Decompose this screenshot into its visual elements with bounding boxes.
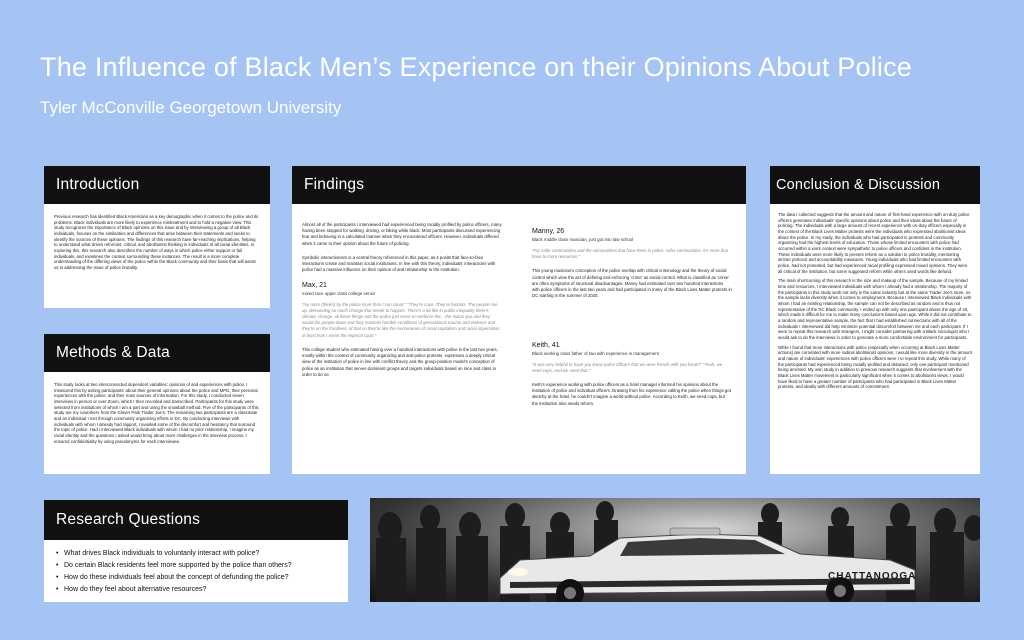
person-analysis: This young musician's conception of the police overlap with critical criminology and the theory of social control which view the act of defining and enforcing 'crime' as social control. What is classified as 'crime' are often symptoms of structural disadvantages. Manny had estimated over two hundred interactions with police officers in the last two years and had participated in many of the Black Lives Matter protests in DC starting in the summer of 2020. [532, 268, 732, 299]
person-analysis: This college student who estimated having over a hundred interactions with police in the last two years, mostly within the context of community organizing and anti-police protests, expresses a deeply critical view of the institution of police in line with conflict theory and the group-position model's conception of police as an institution that serves dominant groups and targets individuals based on race and class in order to do so. [302, 346, 498, 377]
methods-body: This study looks at two interconnected dependent variables: opinions of and experiences with police. I measured this by asking participants' about their general opinions about the police and MPD, their personal experiences with the police, and their main sources of information. For this study, I conducted seven interviews in person or over Zoom, which I then recorded and transcribed. Participants for this study were selected from institutions of which I am a part and using the snowball method. Five of the participants of this study are my coworkers from the Glover Park Trader Joe's. The remaining two participants are a classmate and an individual I met through community organizing efforts in DC. By conducting interviews with individuals with whom I already had rapport, I avoided some of the discomfort and hesitancy that surround the topic of police. Had I interviewed Black individuals with whom I had no prior relationship, I imagine my racial identity and the questions I asked would bring about more challenges in the interview process. I ensured confidentiality by using pseudonyms for each interviewee. [54, 382, 259, 444]
police-car-photo [370, 498, 980, 602]
person-name: Keith, 41 [532, 341, 560, 349]
findings-heading: Findings [292, 166, 746, 204]
list-item: • How do these individuals feel about the concept of defunding the police? [56, 572, 336, 584]
conclusion-paragraph: While I found that more interactions with police (especially when occurring at Black Lives Matter actions) are correlated with more radical abolitionist opinions, I would like more diversity in the amount and nature of individuals' experiences with police officers were I to repeat this study. While many of the participants had experienced being racially profiled and detained, only one participant mentioned being arrested. My own study in addition to previous research suggests that involvement with the Black Lives Matter movement is particularly significant when it comes to abolitionist views. I would have liked to have a greater number of participants who had participated in Black Lives Matter protests, and ideally with different amounts of commitment. [778, 344, 972, 390]
research-questions-heading: Research Questions [44, 500, 348, 540]
person-name: Max, 21 [302, 281, 327, 289]
list-item: • How do they feel about alternative resources? [56, 584, 336, 596]
findings-right-column [532, 222, 732, 415]
police-car-illustration [370, 498, 980, 602]
findings-intro: Almost all of the participants I interviewed had experienced being racially profiled by police officers, many having been stopped for walking, driving, or biking while black. Most participants discussed experiencing fear and behaving in a calculated manner when they encountered officers. However, individuals differed when it came to their opinion about the future of policing. [302, 222, 502, 246]
methods-panel [44, 334, 270, 474]
poster-subtitle: Tyler McConville Georgetown University [40, 98, 342, 117]
introduction-heading: Introduction [44, 166, 270, 204]
findings-panel [292, 166, 746, 474]
methods-heading: Methods & Data [44, 334, 270, 372]
list-item: • What drives Black individuals to voluntarily interact with police? [56, 548, 336, 560]
conclusion-panel [770, 166, 980, 474]
person-quote: "It was very helpful to have you know police officers that we were friends with you know?" "Yeah, we need cops. And we need that." [532, 361, 723, 373]
research-questions-list [44, 540, 348, 596]
conclusion-paragraph: The main shortcoming of this research is the size and makeup of the sample. Because of my limited time and resources, I interviewed individuals with whom I already had a relationship. The majority of the participants in this study work not only in the same industry but at the same Trader Joe's store, so the sample lacks diversity when it comes to employment. Because I interviewed Black individuals with whom I had an existing relationship, the sample can not be described as random and is thus not representative of the DC Black community. I ended up with only one participant above the age of 40, which made it difficult for me to make many conclusions based upon age. While it did not contribute to a random and representative sample, the fact that I had established connections with all of the individuals I interviewed did help minimize potential discomfort between me and each participant. If I were to repeat this research with strangers, I might consider partnering with a Black sociologist who I would ask to do the interviews in order to generate a more comfortable environment for participants. [778, 278, 972, 341]
person-quote: "For safer communities and the communities that have them in police, safer communities. It's more that have to more resources." [532, 248, 728, 260]
person-description: Black middle class musician, just got into law school [532, 237, 634, 242]
person-quote: "my mom (thinks) by the police more than I can count." "They're cops. They're fascists. The people rise up, demanding so much change that needs to happen. There's a lot like in public inequality there's climate, change, all these things and the police just serve to reinforce the... the status quo and they would the people down and they maintain horrible conditions of generational trauma and violence and they're on the frontlines, of that so they're like the mercenaries of racial capitalism and racial imperialism, at least how I mean the imperial court." [302, 301, 501, 338]
car-door-label: CHATTANOOGA [828, 571, 917, 582]
introduction-body: Previous research has identified Black Americans as a key demographic when it comes to the police and its problems. Black individuals are more likely to experience mistreatment and to hold a negative view. This study recognizes the importance of Black opinions on this issue and by interviewing a group of all Black individuals, focuses on the similarities and differences that arise between their statements and seeks to identify the sources of these opinions. The findings of this research have far-reaching implications, helping to understand what drives reformist, critical, and abolitionist thinking in individuals of all racial identities. In exploring this, this research also describes the number of ways in which police either support or fail individuals, and examines the context surrounding these instances. The result is a more complete understanding of the differing views of the police within the Black community and their basis that will assist us in addressing the issue of police brutality. [54, 214, 259, 271]
conclusion-paragraph: The data I collected suggests that the amount and nature of first-hand experience with on-duty police officers generates individuals' specific opinions about police and their ideas about the future of policing. The individuals with a large amount of recent experience with on-duty officers especially in the context of the Black Lives Matter protests were the individuals who expressed abolitionist ideas about the police. In my study, the individuals who had participated in protests and community organizing had the highest levels of education. Those whose limited encounters with police had occurred within a work context were sympathetic to police officers and confident in the institution. These individuals were more likely to present reform as a solution to police brutality, mentioning stricter protocol and accountability measures. Young individuals who had limited encounters with police, had not protested, but had experienced racial profiling expressed mixed opinions. They were all critical of the institution, but some suggested reform while others used words like defund. [778, 212, 970, 274]
poster-title: The Influence of Black Men’s Experience on their Opinions About Police [40, 52, 913, 82]
list-item: • Do certain Black residents feel more supported by the police than others? [56, 560, 336, 572]
research-questions-panel [44, 500, 348, 602]
introduction-panel [44, 166, 270, 308]
person-description: mixed race upper class college senior [302, 290, 376, 296]
conclusion-heading: Conclusion & Discussion [770, 166, 980, 204]
findings-theory: Symbolic interactionism is a central theory referenced in this paper, as it posits that face-to-face interactions create and maintain social institutions. In line with this theory, individuals' interactions with police had a massive influence on their opinion of and relationship to the institution. [302, 254, 496, 273]
person-analysis: Keith's experience working with police officers as a hotel manager informed his opinions about the institution of police and individual officers. Drawing from his experience calling the police when things got sketchy at the hotel, he couldn't imagine a world without police. According to Keith, we need cops, but the institution also needs reform. [532, 381, 731, 406]
person-description: Black working class father of two with experience in management [532, 350, 659, 356]
findings-left-column [302, 222, 502, 386]
person-name: Manny, 26 [532, 228, 565, 235]
